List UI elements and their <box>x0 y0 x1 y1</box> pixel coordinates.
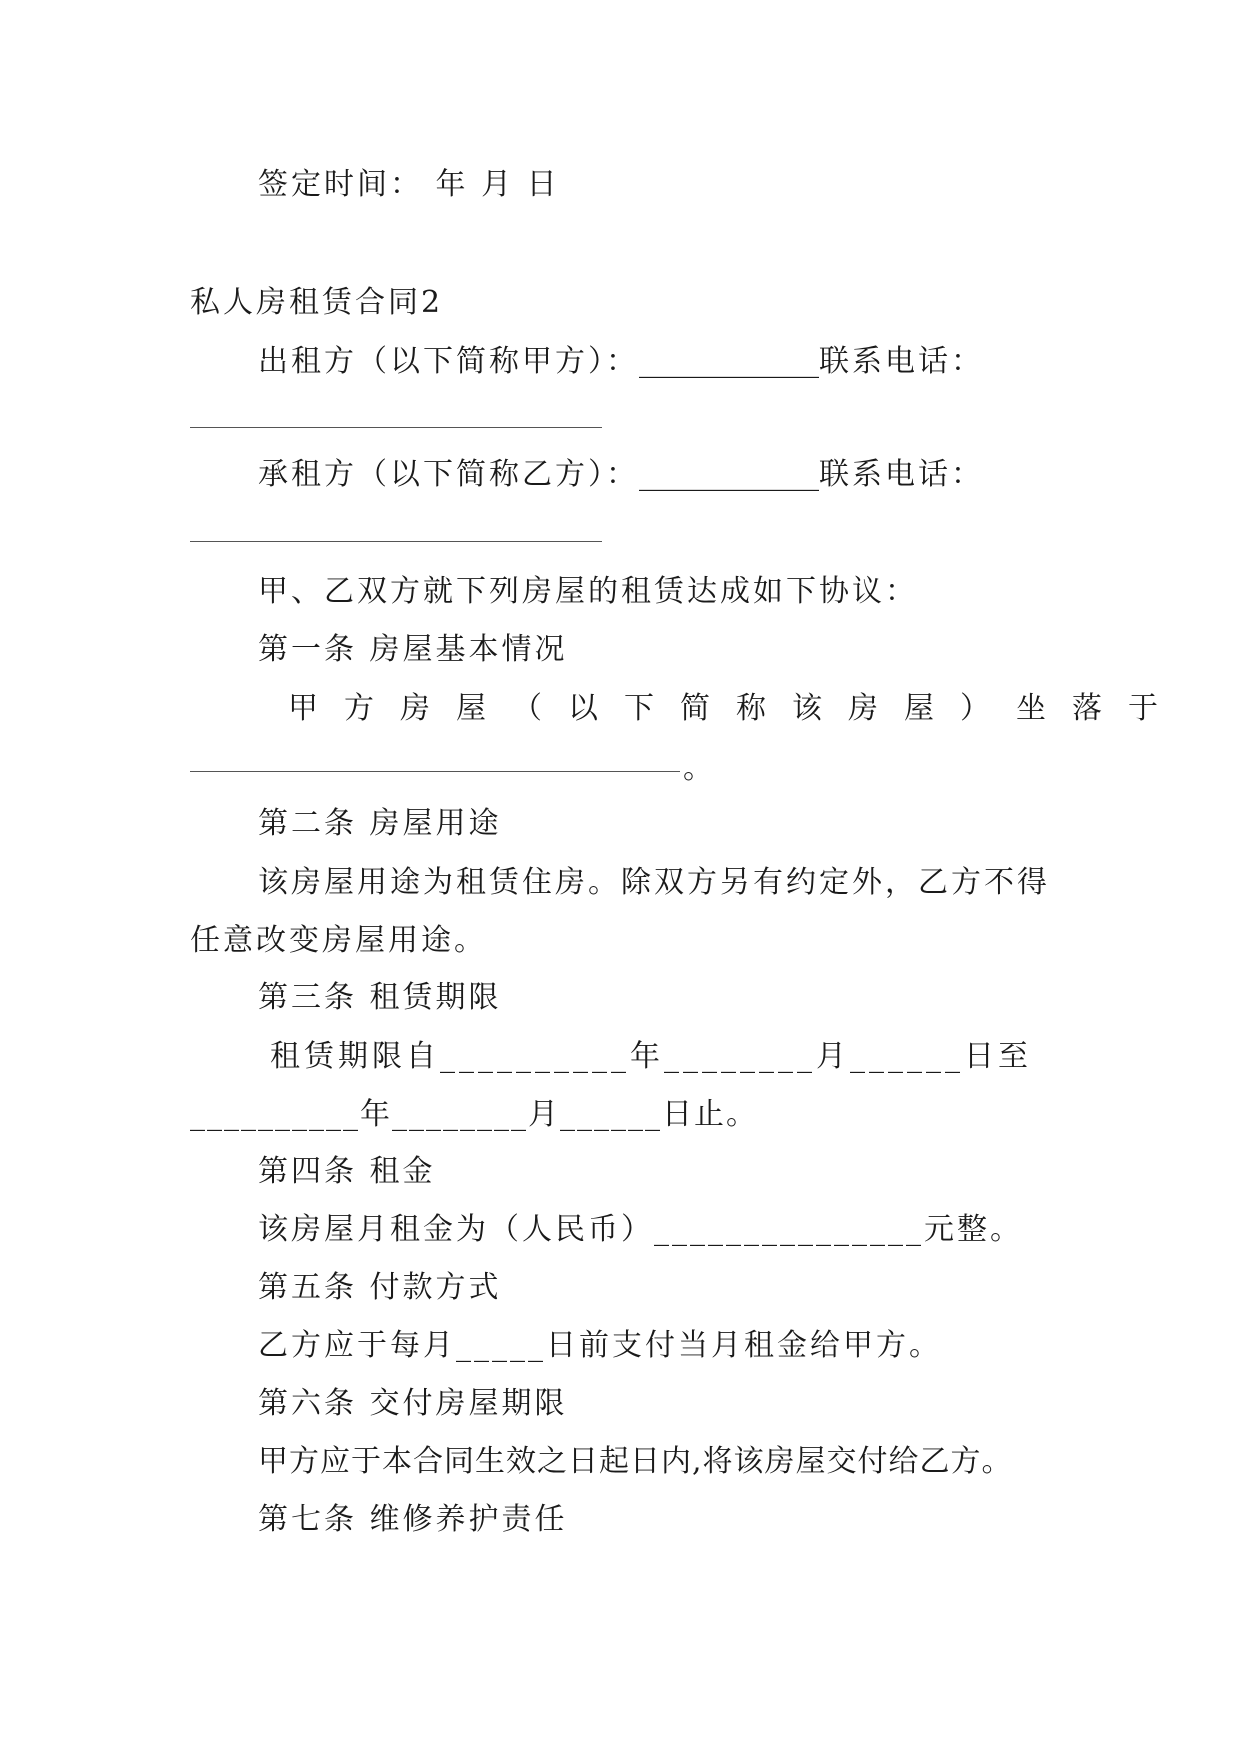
article-5-text: 乙方应于每月_____日前支付当月租金给甲方。 <box>258 1328 942 1363</box>
agreement-intro: 甲、乙双方就下列房屋的租赁达成如下协议： <box>258 574 918 609</box>
lessee-phone-label: 联系电话： <box>819 457 984 492</box>
article-1-heading: 第一条 房屋基本情况 <box>258 632 568 667</box>
article-4-text: 该房屋月租金为（人民币）_______________元整。 <box>258 1212 1023 1247</box>
article-3-text-1: 租赁期限自__________年________月______日至 <box>270 1039 1032 1074</box>
lessor-phone-blank-line <box>190 427 602 428</box>
article-4-heading: 第四条 租金 <box>258 1154 436 1189</box>
article-2-text-2: 任意改变房屋用途。 <box>190 923 487 958</box>
article-1-text: 甲方房屋（以下简称该房屋）坐落于 <box>288 691 1184 726</box>
signing-date: 签定时间： 年 月 日 <box>258 167 560 202</box>
article-3-text-2: __________年________月______日止。 <box>190 1097 758 1132</box>
article-1-end: 。 <box>683 751 716 786</box>
article-6-heading: 第六条 交付房屋期限 <box>258 1386 568 1421</box>
contract-title: 私人房租赁合同2 <box>190 285 444 320</box>
article-6-text: 甲方应于本合同生效之日起日内,将该房屋交付给乙方。 <box>258 1444 1013 1479</box>
lessee-label: 承租方（以下简称乙方）： <box>258 457 639 492</box>
lessor-line <box>258 342 984 382</box>
article-2-heading: 第二条 房屋用途 <box>258 806 502 841</box>
lessee-line <box>258 455 984 495</box>
article-5-heading: 第五条 付款方式 <box>258 1270 502 1305</box>
article-3-heading: 第三条 租赁期限 <box>258 980 502 1015</box>
article-7-heading: 第七条 维修养护责任 <box>258 1502 568 1537</box>
lessee-blank: ____________ <box>639 457 819 492</box>
article-1-address-blank-line <box>190 771 680 772</box>
lessor-label: 出租方（以下简称甲方）： <box>258 344 639 379</box>
article-2-text-1: 该房屋用途为租赁住房。除双方另有约定外，乙方不得 <box>258 865 1050 900</box>
lessor-blank: ____________ <box>639 344 819 379</box>
lessor-phone-label: 联系电话： <box>819 344 984 379</box>
lessee-phone-blank-line <box>190 541 602 542</box>
